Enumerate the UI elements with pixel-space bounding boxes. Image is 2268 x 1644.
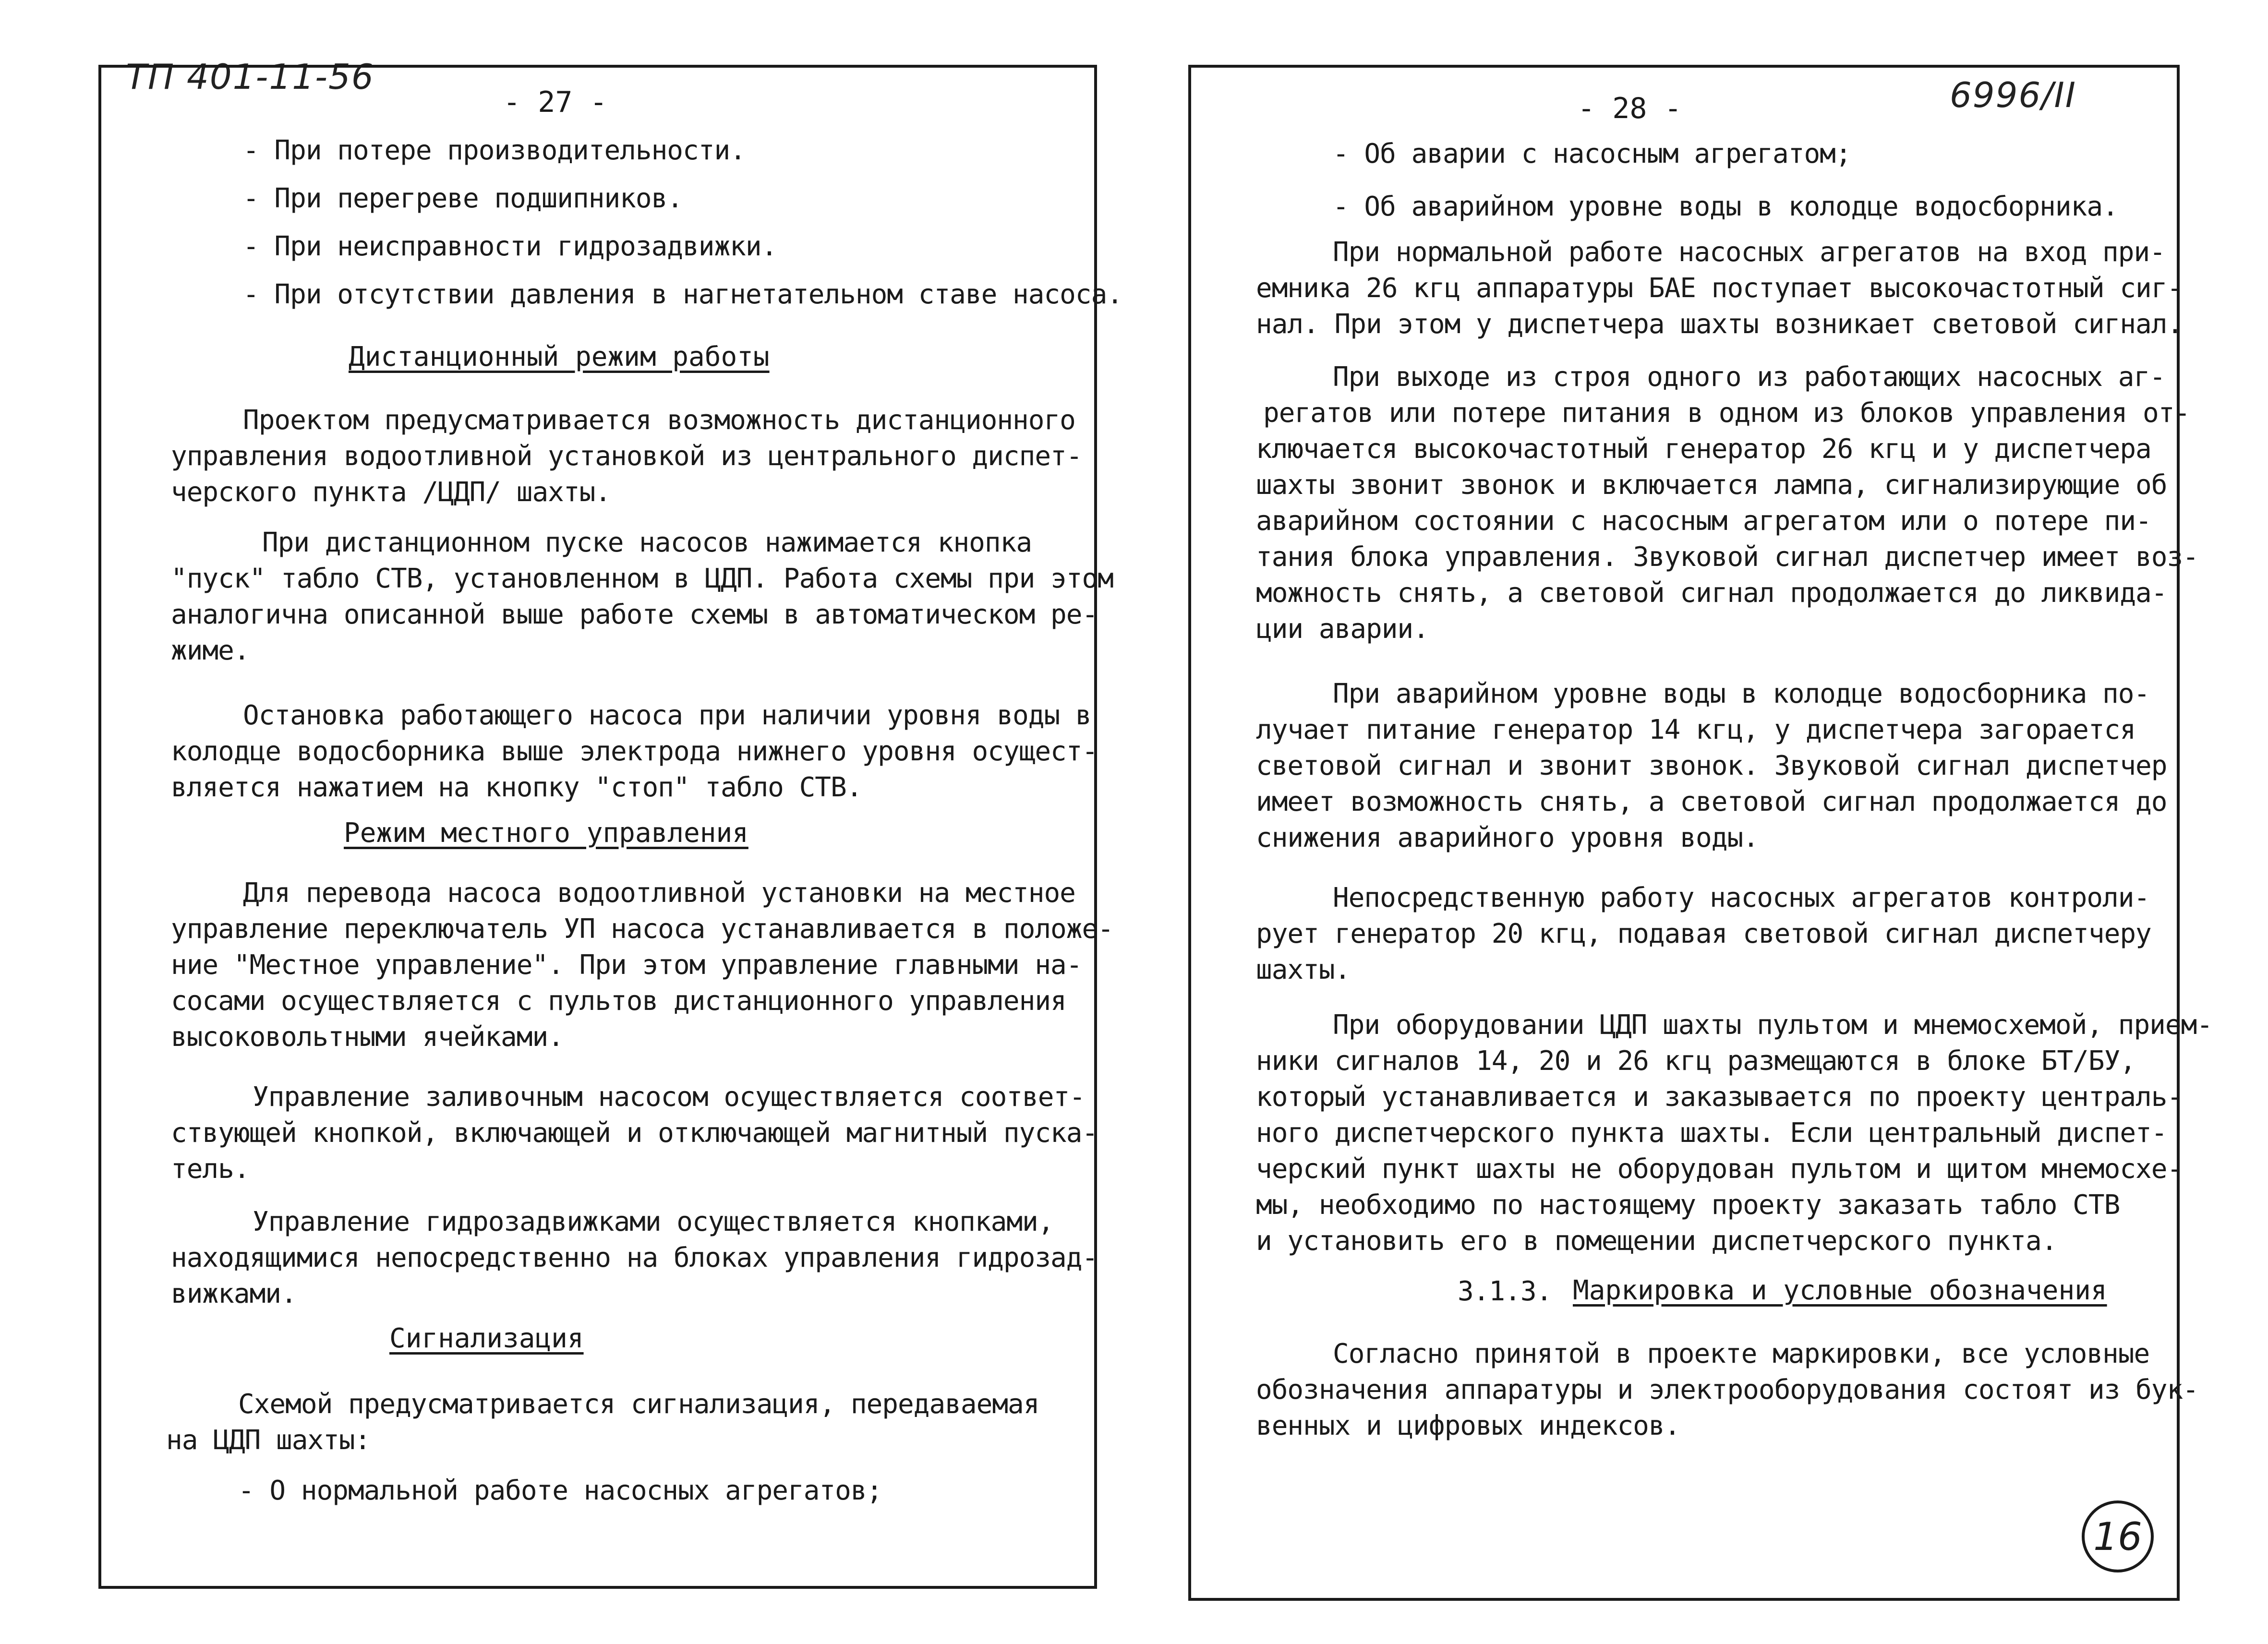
text-line: Остановка работающего насоса при наличии уровня воды в [243,700,1091,731]
text-line: имеет возможность снять, а световой сигнал продолжается до [1256,786,2167,817]
section-heading: Маркировка и условные обозначения [1573,1275,2107,1306]
text-line: При выходе из строя одного из работающих насосных аг- [1333,361,2165,393]
sheet-number: 16 [2093,1514,2142,1559]
text-line: жиме. [171,635,250,666]
text-line: колодце водосборника выше электрода нижнего уровня осущест- [171,736,1098,767]
text-line: При аварийном уровне воды в колодце водосборника по- [1333,678,2150,709]
text-line: Схемой предусматривается сигнализация, передаваемая [238,1389,1039,1420]
text-line: лучает питание генератор 14 кгц, у диспетчера загорается [1256,714,2136,745]
document-mark: 6996/II [1950,75,2076,115]
text-line: сосами осуществляется с пультов дистанционного управления [171,985,1066,1017]
text-line: вляется нажатием на кнопку "стоп" табло СТВ. [171,772,862,803]
text-line: рует генератор 20 кгц, подавая световой сигнал диспетчеру [1256,918,2151,949]
text-line: и установить его в помещении диспетчерского пункта. [1256,1225,2057,1257]
text-line: При нормальной работе насосных агрегатов на вход при- [1333,237,2165,268]
list-item: - При отсутствии давления в нагнетательном ставе насоса. [243,279,1123,310]
list-item: - Об аварии с насосным агрегатом; [1333,138,1851,169]
text-line: ции аварии. [1256,613,1429,645]
text-line: на ЦДП шахты: [166,1425,371,1456]
list-item: - О нормальной работе насосных агрегатов; [238,1475,882,1506]
text-line: аварийном состоянии с насосным агрегатом или о потере пи- [1256,505,2151,537]
section-heading: Дистанционный режим работы [349,341,770,372]
text-line: черского пункта /ЦДП/ шахты. [171,477,611,508]
list-item: - Об аварийном уровне воды в колодце водосборника. [1333,191,2118,222]
page-number: - 28 - [1578,92,1682,125]
text-line: снижения аварийного уровня воды. [1256,822,1759,853]
text-line: мы, необходимо по настоящему проекту заказать табло СТВ [1256,1189,2120,1221]
text-line: который устанавливается и заказывается по проекту централь- [1256,1081,2183,1113]
text-line: Управление заливочным насосом осуществляется соответ- [253,1081,1085,1113]
text-line: тания блока управления. Звуковой сигнал диспетчер имеет воз- [1256,541,2198,573]
text-line: обозначения аппаратуры и электрооборудования состоят из бук- [1256,1374,2198,1405]
text-line: "пуск" табло СТВ, установленном в ЦДП. Работа схемы при этом [171,563,1113,594]
list-item: - При потере производительности. [243,135,746,166]
text-line: емника 26 кгц аппаратуры БАЕ поступает высокочастотный сиг- [1256,273,2183,304]
text-line: При дистанционном пуске насосов нажимается кнопка [262,527,1032,558]
text-line: высоковольтными ячейками. [171,1021,564,1053]
section-heading: Режим местного управления [344,817,748,849]
text-line: аналогична описанной выше работе схемы в автоматическом ре- [171,599,1098,630]
text-line: Непосредственную работу насосных агрегатов контроли- [1333,882,2150,913]
text-line: световой сигнал и звонит звонок. Звуковой сигнал диспетчер [1256,750,2167,781]
text-line: ключается высокочастотный генератор 26 кгц и у диспетчера [1256,433,2151,465]
text-line: Для перевода насоса водоотливной установки на местное [243,877,1075,909]
text-line: шахты звонит звонок и включается лампа, сигнализирующие об [1256,469,2167,501]
left-page [98,65,1123,1589]
text-line: вижками. [171,1278,297,1309]
text-line: Согласно принятой в проекте маркировки, все условные [1333,1338,2150,1369]
text-line: нал. При этом у диспетчера шахты возникает световой сигнал. [1256,309,2183,340]
text-line: ние "Местное управление". При этом управление главными на- [171,949,1082,981]
page-number: - 27 - [503,85,607,119]
sheet-number-badge [2082,1500,2154,1572]
text-line: ного диспетчерского пункта шахты. Если центральный диспет- [1256,1117,2167,1149]
text-line: управление переключатель УП насоса устанавливается в положе- [171,913,1113,945]
text-line: ники сигналов 14, 20 и 26 кгц размещаются в блоке БТ/БУ, [1256,1045,2136,1077]
text-line: Управление гидрозадвижками осуществляется кнопками, [253,1206,1054,1237]
text-line: При оборудовании ЦДП шахты пультом и мнемосхемой, прием- [1333,1009,2213,1041]
text-line: регатов или потере питания в одном из блоков управления от- [1263,397,2190,429]
text-line: шахты. [1256,954,1351,985]
text-line: венных и цифровых индексов. [1256,1410,1680,1441]
section-number: 3.1.3. [1458,1276,1552,1307]
list-item: - При неисправности гидрозадвижки. [243,231,777,262]
text-line: черский пункт шахты не оборудован пультом и щитом мнемосхе- [1256,1153,2183,1185]
text-line: можность снять, а световой сигнал продолжается до ликвида- [1256,577,2167,609]
text-line: находящимися непосредственно на блоках управления гидрозад- [171,1242,1098,1273]
text-line: Проектом предусматривается возможность дистанционного [243,405,1075,436]
text-line: ствующей кнопкой, включающей и отключающей магнитный пуска- [171,1117,1098,1149]
section-heading: Сигнализация [389,1323,584,1354]
text-line: тель. [171,1153,250,1185]
list-item: - При перегреве подшипников. [243,183,683,214]
document-code: ТП 401-11-56 [126,57,374,97]
right-page [1188,65,2213,1601]
text-line: управления водоотливной установкой из центрального диспет- [171,441,1082,472]
